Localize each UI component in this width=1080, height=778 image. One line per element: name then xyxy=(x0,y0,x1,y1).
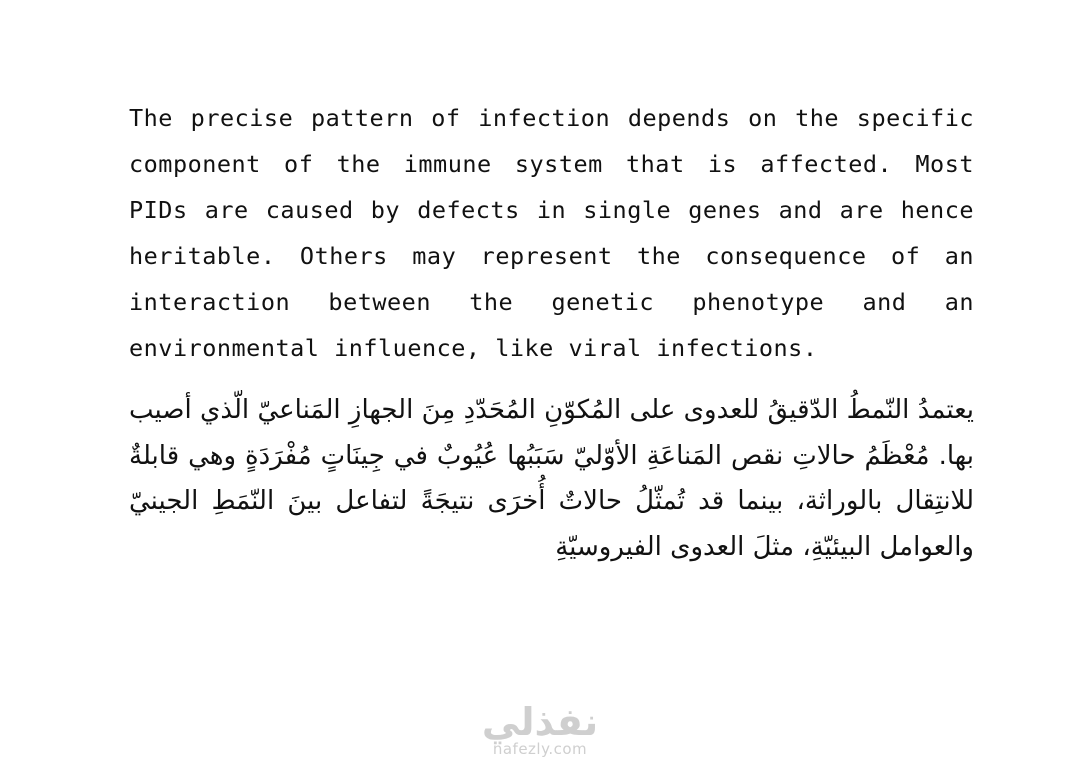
arabic-paragraph: يعتمدُ النّمطُ الدّقيقُ للعدوى على المُكوّنِ المُحَدّدِ مِنَ الجهازِ المَناعيّ الّذي أصيب بها. مُعْظَمُ حالاتِ نقص المَناعَةِ الأوّليّ سَبَبُها عُيُوبٌ في جِينَاتٍ مُفْرَدَةٍ وهي قابلةٌ للانتِقال بالوراثة، بينما قد تُمثّلُ حالاتٌ أُخرَى نتيجَةً لتفاعل بينَ النّمَطِ الجينيّ والعوامل البيئيّةِ، مثلَ العدوى الفيروسيّةِ xyxy=(129,395,974,562)
english-paragraph: The precise pattern of infection depends on the specific component of the immune system that is affected. Most PIDs are caused by defects in single genes and are hence heritable. Others may represent the consequence of an interaction between the genetic phenotype and an environmental influence, like viral infections. xyxy=(129,104,974,362)
watermark-url-text: nafezly.com xyxy=(492,740,588,758)
watermark-logo xyxy=(440,700,640,758)
watermark-arabic-text: نفذلي xyxy=(481,700,599,744)
